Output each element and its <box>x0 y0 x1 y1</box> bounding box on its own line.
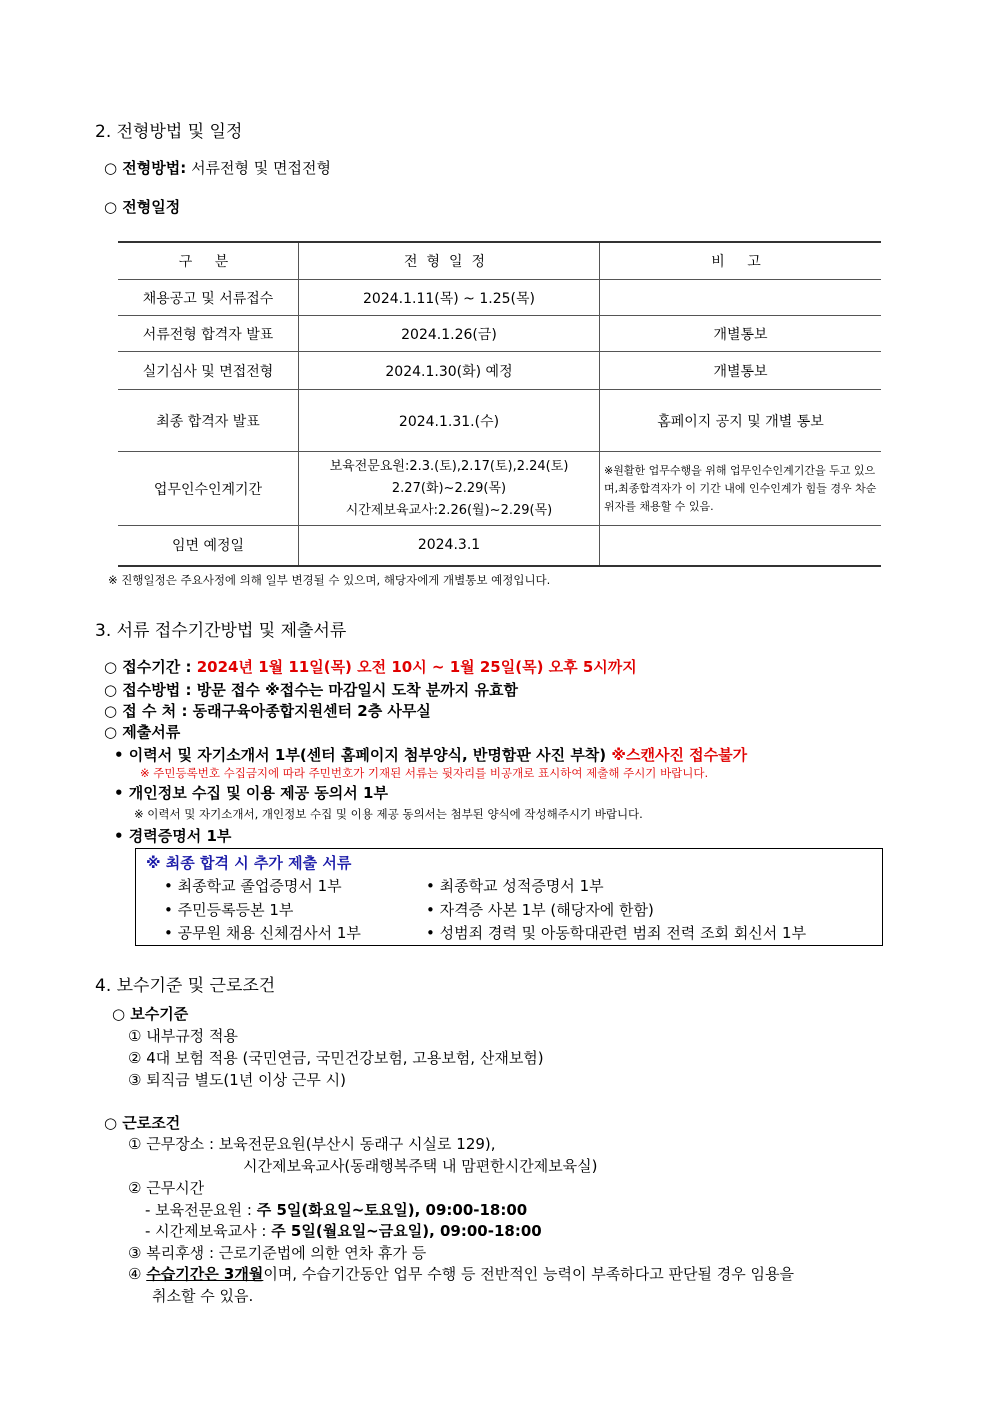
date-line: 보육전문요원:2.3.(토),2.17(토),2.24(토) <box>329 458 569 474</box>
box-left-item: • 최종학교 졸업증명서 1부 <box>164 877 342 895</box>
row-date: 2024.1.31.(수) <box>299 390 600 452</box>
row-item: 임면 예정일 <box>118 526 299 566</box>
submit-place: ○ 접 수 처 : 동래구육아종합지원센터 2층 사무실 <box>104 702 431 720</box>
row-item: 실기심사 및 면접전형 <box>118 352 299 390</box>
period-label: ○ 접수기간 : <box>104 658 192 676</box>
row-date: 2024.1.30(화) 예정 <box>299 352 600 390</box>
pay-item: ③ 퇴직금 별도(1년 이상 근무 시) <box>128 1071 346 1089</box>
section2-title: 2. 전형방법 및 일정 <box>95 122 243 142</box>
row-note: ※원활한 업무수행을 위해 업무인수인계기간을 두고 있으며,최종합격자가 이 기간 내에 인수인계가 힘들 경우 차순위자를 채용할 수 있음. <box>600 452 882 526</box>
probation-line1 <box>128 1263 794 1284</box>
row-note: 홈페이지 공지 및 개별 통보 <box>600 390 882 452</box>
table-row <box>118 316 881 352</box>
date-line: 시간제보육교사:2.26(월)~2.29(목) <box>345 502 553 518</box>
box-right-item: • 최종학교 성적증명서 1부 <box>426 877 604 895</box>
doc1-warning: ※스캔사진 접수불가 <box>611 746 748 764</box>
box-left-item: • 주민등록등본 1부 <box>164 901 294 919</box>
period-value: 2024년 1월 11일(목) 오전 10시 ~ 1월 25일(목) 오후 5시까지 <box>196 658 637 676</box>
method-label: ○ 전형방법: <box>104 159 187 177</box>
hours-a-value: 주 5일(화요일~토요일), 09:00-18:00 <box>256 1201 528 1219</box>
workplace-line1: ① 근무장소 : 보육전문요원(부산시 동래구 시실로 129), <box>128 1135 496 1153</box>
row-item: 채용공고 및 서류접수 <box>118 280 299 316</box>
additional-docs-box <box>135 848 883 946</box>
doc1-text: • 이력서 및 자기소개서 1부(센터 홈페이지 첨부양식, 반명함판 사진 부착) <box>114 746 607 764</box>
docs-label: ○ 제출서류 <box>104 723 181 741</box>
doc3: • 경력증명서 1부 <box>114 827 232 845</box>
box-right-item: • 성범죄 경력 및 아동학대관련 범죄 전력 조회 회신서 1부 <box>426 924 807 942</box>
header-item: 구 분 <box>118 242 299 280</box>
box-right-item: • 자격증 사본 1부 (해당자에 한함) <box>426 901 654 919</box>
header-note: 비 고 <box>600 242 882 280</box>
row-item: 업무인수인계기간 <box>118 452 299 526</box>
section4-title: 4. 보수기준 및 근로조건 <box>95 976 276 996</box>
table-header-row <box>118 242 881 280</box>
welfare: ③ 복리후생 : 근로기준법에 의한 연차 휴가 등 <box>128 1244 427 1262</box>
hours-a-label: - 보육전문요원 : <box>145 1201 252 1219</box>
row-date: 2024.3.1 <box>299 526 600 566</box>
period-line <box>104 656 637 677</box>
probation-line2: 취소할 수 있음. <box>152 1287 254 1305</box>
doc2: • 개인정보 수집 및 이용 제공 동의서 1부 <box>114 784 388 802</box>
workplace-line2: 시간제보육교사(동래행복주택 내 맘편한시간제보육실) <box>243 1157 598 1175</box>
pay-item: ② 4대 보험 적용 (국민연금, 국민건강보험, 고용보험, 산재보험) <box>128 1049 544 1067</box>
hours-label: ② 근무시간 <box>128 1179 205 1197</box>
hours-b-label: - 시간제보육교사 : <box>145 1222 267 1240</box>
row-note: 개별통보 <box>600 352 882 390</box>
row-note: 개별통보 <box>600 316 882 352</box>
schedule-table <box>118 241 881 567</box>
doc2-note: ※ 이력서 및 자기소개서, 개인정보 수집 및 이용 제공 동의서는 첨부된 양식에 작성해주시기 바랍니다. <box>134 807 643 821</box>
row-date: 2024.1.11(목) ~ 1.25(목) <box>299 280 600 316</box>
probation-rest: 이며, 수습기간동안 업무 수행 등 전반적인 능력이 부족하다고 판단될 경우 임용을 <box>263 1265 794 1283</box>
probation-bold: 수습기간은 3개월 <box>146 1265 264 1283</box>
pay-item: ① 내부규정 적용 <box>128 1027 238 1045</box>
header-date: 전형일정 <box>299 242 600 280</box>
hours-b <box>145 1220 542 1241</box>
pay-label: ○ 보수기준 <box>112 1005 189 1023</box>
section3-title: 3. 서류 접수기간방법 및 제출서류 <box>95 621 347 641</box>
method-value: 서류전형 및 면접전형 <box>191 159 332 177</box>
schedule-label: ○ 전형일정 <box>104 198 181 216</box>
row-note <box>600 526 882 566</box>
box-left-item: • 공무원 채용 신체검사서 1부 <box>164 924 361 942</box>
row-date: 2024.1.26(금) <box>299 316 600 352</box>
table-row <box>118 390 881 452</box>
submit-method: ○ 접수방법 : 방문 접수 ※접수는 마감일시 도착 분까지 유효함 <box>104 681 518 699</box>
row-item: 최종 합격자 발표 <box>118 390 299 452</box>
hours-b-value: 주 5일(월요일~금요일), 09:00-18:00 <box>271 1222 542 1240</box>
doc1 <box>114 744 747 765</box>
method-line <box>104 157 331 178</box>
table-row <box>118 452 881 526</box>
date-line: 2.27(화)~2.29(목) <box>391 480 507 496</box>
table-row <box>118 352 881 390</box>
work-label: ○ 근로조건 <box>104 1114 181 1132</box>
doc1-note: ※ 주민등록번호 수집금지에 따라 주민번호가 기재된 서류는 뒷자리를 비공개로 표시하여 제출해 주시기 바랍니다. <box>140 766 709 780</box>
row-date <box>299 452 600 526</box>
hours-a <box>145 1199 527 1220</box>
table-row <box>118 280 881 316</box>
box-title: ※ 최종 합격 시 추가 제출 서류 <box>146 854 352 872</box>
row-item: 서류전형 합격자 발표 <box>118 316 299 352</box>
schedule-footnote: ※ 진행일정은 주요사정에 의해 일부 변경될 수 있으며, 해당자에게 개별통보 예정입니다. <box>108 573 551 587</box>
table-row <box>118 526 881 566</box>
probation-num: ④ <box>128 1265 142 1283</box>
row-note <box>600 280 882 316</box>
